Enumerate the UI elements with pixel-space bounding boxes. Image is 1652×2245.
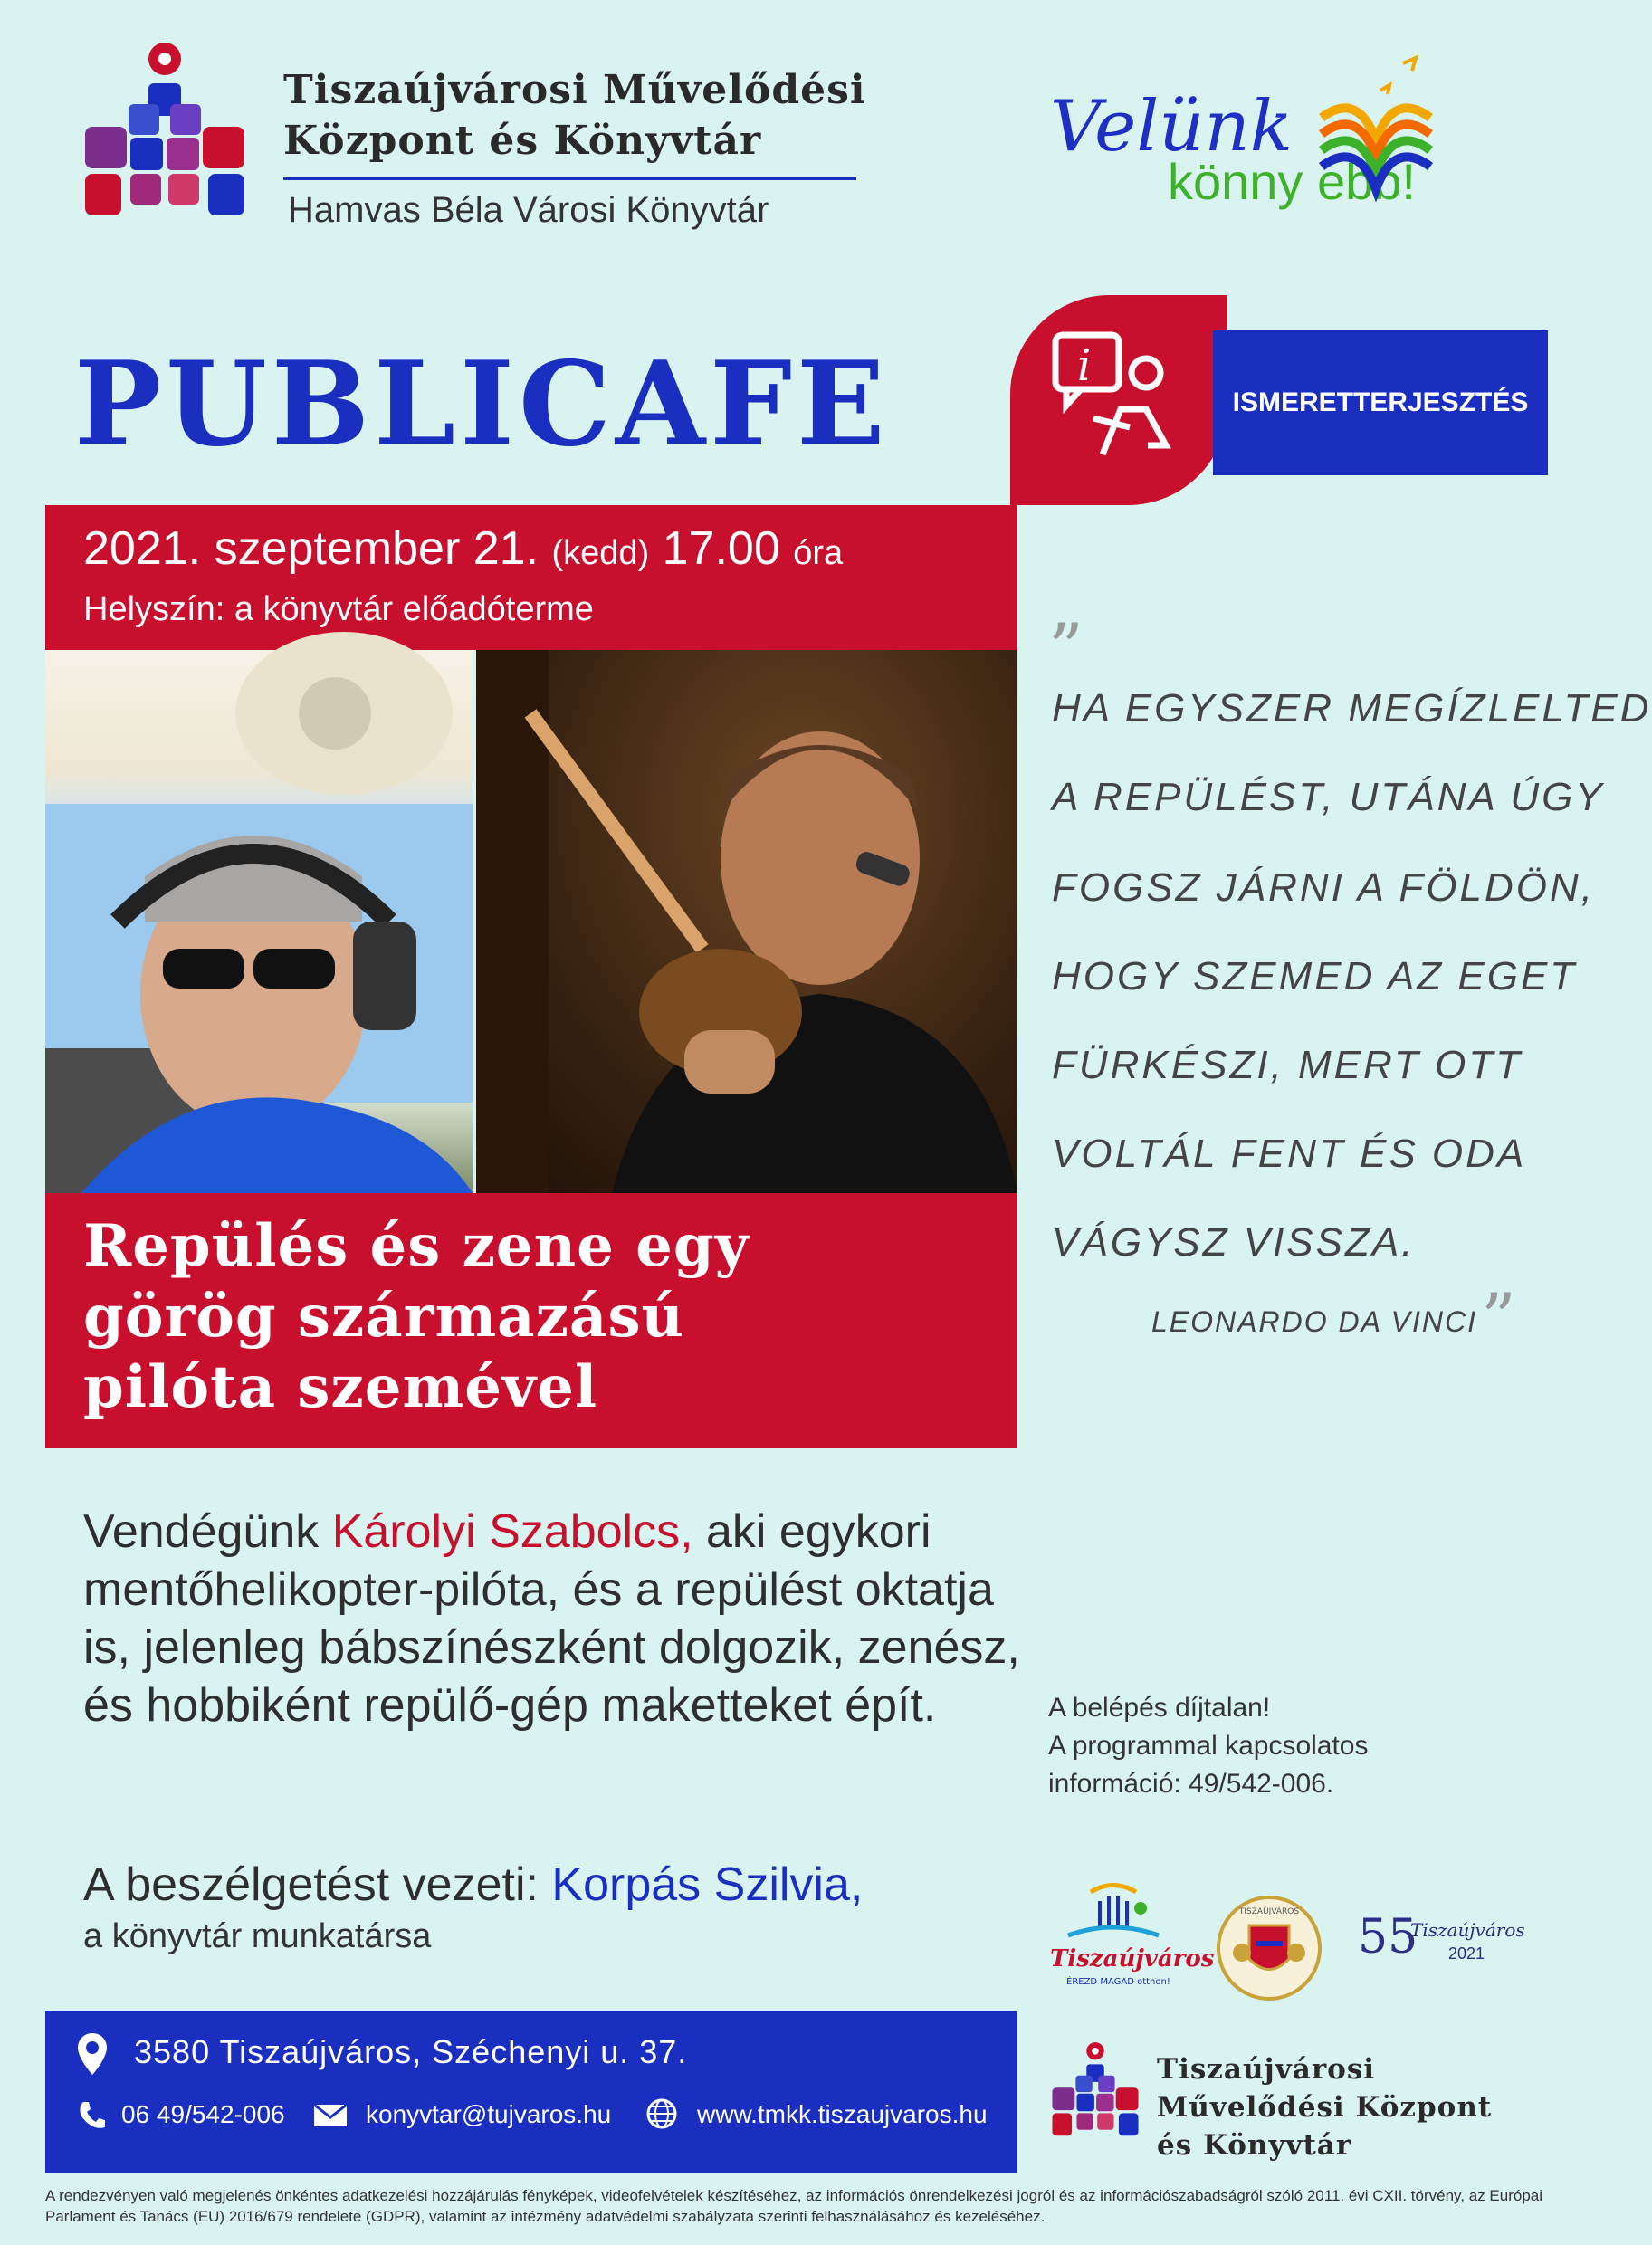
svg-text:i: i (1077, 340, 1092, 391)
quote-line: FOGSZ JÁRNI A FÖLDÖN, (1052, 865, 1596, 910)
gdpr-notice: A rendezvényen való megjelenés önkéntes adatkezelési hozzájárulás fényképek, videofelvételek készítéséhez, az információs önrendelkezési jogról és az információszabadságról szóló 2011. évi CXII. törvény, az Európai Parlament és Tanács (EU) 2016/679 rendelete (GDPR), valamint az intézmény adatvédelmi szabályzata szerinti felhasználásához és kezeléséhez. (45, 2187, 1543, 2225)
email-icon (313, 2104, 348, 2127)
org-name-footer: Tiszaújvárosi Művelődési Központ és Könyvtár (1157, 2053, 1493, 2162)
location-pin-icon (76, 2031, 109, 2077)
event-title: PUBLICAFE (74, 337, 890, 473)
anniversary-year: 2021 (1448, 1944, 1485, 1963)
quote-line: HA EGYSZER MEGÍZLELTED (1052, 686, 1652, 731)
musician-photo (476, 650, 1017, 1193)
slogan-konnyebb: könny ebb! (1168, 153, 1416, 210)
side-info: A belépés díjtalan! A programmal kapcsolatos információ: 49/542-006. (1048, 1693, 1369, 1799)
quote-line: FÜRKÉSZI, MERT OTT (1052, 1043, 1523, 1087)
host-role: a könyvtár munkatársa (83, 1917, 432, 1955)
pilot-photo (45, 650, 473, 1193)
anniversary-logo (1358, 1910, 1525, 1973)
contact-address: 3580 Tiszaújváros, Széchenyi u. 37. (134, 2033, 688, 2070)
quote-line: A REPÜLÉST, UTÁNA ÚGY (1052, 775, 1605, 819)
contact-email[interactable]: konyvtar@tujvaros.hu (366, 2100, 612, 2128)
anniversary-city: Tiszaújváros (1410, 1919, 1525, 1941)
tiszaujvaros-logo-slogan: ÉREZD MAGAD otthon! (1066, 1977, 1170, 1987)
org-title-rule (283, 177, 856, 180)
quote-line: VOLTÁL FENT ÉS ODA (1052, 1132, 1527, 1176)
contact-phone[interactable]: 06 49/542-006 (121, 2100, 285, 2128)
lecture-icon (1048, 328, 1184, 463)
host-line: A beszélgetést vezeti: Korpás Szilvia, (83, 1858, 864, 1911)
event-location: Helyszín: a könyvtár előadóterme (83, 590, 594, 628)
org-logo (74, 36, 255, 226)
phone-icon (78, 2100, 105, 2131)
tiszaujvaros-logo-text: Tiszaújváros (1050, 1945, 1215, 1973)
slogan-velunk: Velünk (1050, 86, 1294, 167)
contact-website[interactable]: www.tmkk.tiszaujvaros.hu (697, 2100, 988, 2128)
guest-description: Vendégünk Károlyi Szabolcs, aki egykori mentőhelikopter-pilóta, és a repülést oktatja is, jelenleg bábszínészként dolgozik, zenész, és hobbiként repülő-gép maketteket épít. (83, 1505, 1020, 1732)
globe-icon (646, 2098, 677, 2129)
org-title: Tiszaújvárosi Művelődési Központ és Könyvtár (283, 67, 866, 164)
quote-close-icon: ” (1481, 1278, 1516, 1359)
host-name: Korpás Szilvia, (551, 1858, 864, 1911)
event-subtitle: Repülés és zene egy görög származású pilóta szemével (83, 1212, 750, 1421)
tiszaujvaros-logo (1041, 1883, 1215, 2001)
org-logo-small (1046, 2037, 1144, 2144)
quote-line: HOGY SZEMED AZ EGET (1052, 954, 1578, 998)
book-icon (1303, 54, 1448, 190)
anniversary-number: 55 (1358, 1910, 1418, 1964)
org-subtitle: Hamvas Béla Városi Könyvtár (288, 190, 769, 230)
event-date: 2021. szeptember 21. (kedd) 17.00 óra (83, 522, 844, 575)
city-crest-icon (1215, 1894, 1323, 2002)
quote-author: LEONARDO DA VINCI (1151, 1305, 1477, 1338)
guest-name: Károlyi Szabolcs, (331, 1505, 693, 1558)
quote-line: VÁGYSZ VISSZA. (1052, 1220, 1416, 1265)
crest-caption: TISZAÚJVÁROS (1238, 1907, 1300, 1916)
quote-open-icon: ” (1048, 608, 1084, 689)
category-badge: ISMERETTERJESZTÉS (1213, 330, 1548, 475)
